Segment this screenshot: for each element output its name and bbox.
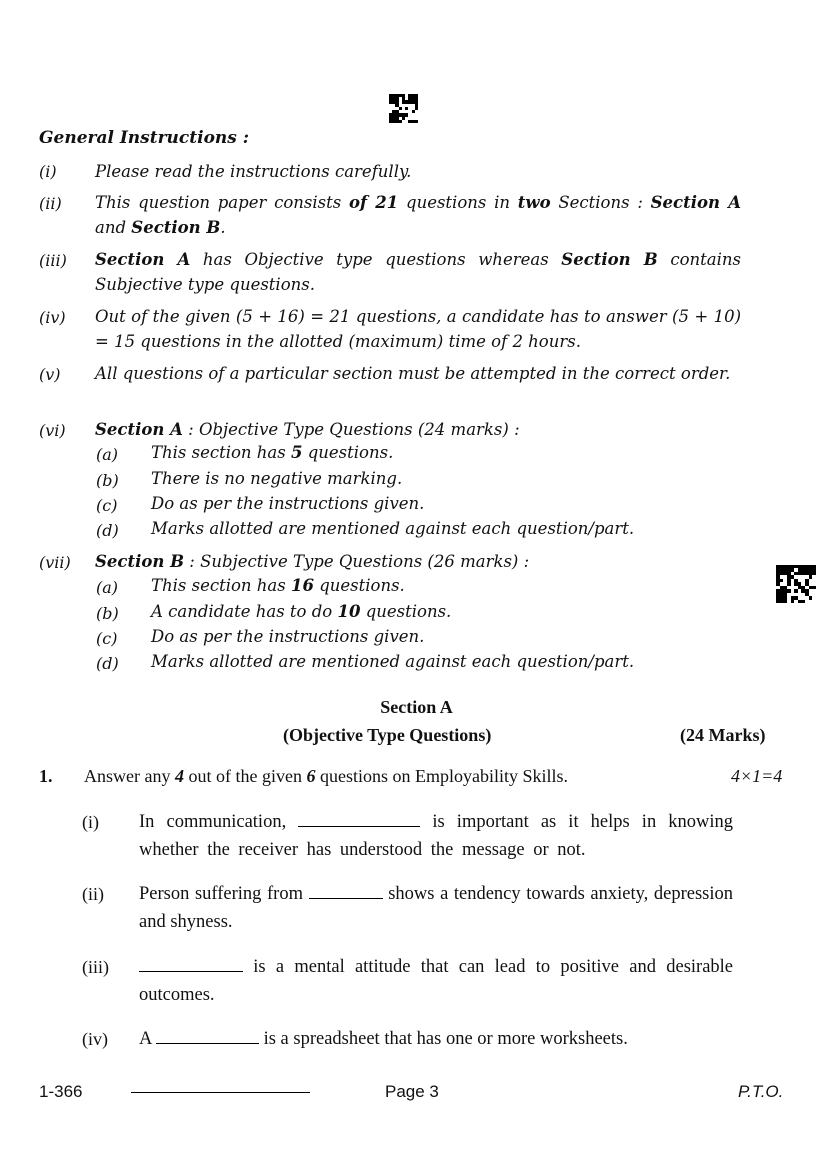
- instruction-number: (vii): [39, 553, 71, 572]
- pto-label: P.T.O.: [738, 1082, 784, 1101]
- answer-blank[interactable]: [309, 884, 383, 899]
- instruction-number: (vi): [39, 421, 66, 440]
- sub-question-label: (i): [82, 812, 99, 832]
- sub-question-label: (iii): [82, 957, 109, 977]
- sub-item-text: Do as per the instructions given.: [151, 494, 425, 513]
- sub-question-text: A is a spreadsheet that has one or more worksheets.: [139, 1029, 628, 1049]
- instruction-number: (iii): [39, 251, 67, 270]
- general-instructions-title: General Instructions :: [39, 128, 250, 148]
- sub-question-text: Person suffering from shows a tendency towards anxiety, depression and shyness.: [139, 884, 734, 932]
- paper-code: 1-366: [39, 1082, 83, 1101]
- answer-blank[interactable]: [298, 812, 420, 827]
- instruction-text: All questions of a particular section must be attempted in the correct order.: [95, 364, 731, 383]
- qr-code-top-icon: [389, 94, 418, 123]
- answer-blank[interactable]: [139, 957, 243, 972]
- sub-item-label: (d): [96, 654, 119, 673]
- section-marks: (24 Marks): [680, 725, 766, 745]
- sub-question-label: (ii): [82, 884, 104, 904]
- sub-item-text: There is no negative marking.: [151, 469, 403, 488]
- answer-blank[interactable]: [156, 1029, 259, 1044]
- instruction-number: (i): [39, 162, 57, 181]
- instruction-text: This question paper consists of 21 questions in two Sections : Section A and Section B.: [95, 193, 741, 237]
- instruction-text: Out of the given (5 + 16) = 21 questions, a candidate has to answer (5 + 10) = 15 questions in the allotted (maximum) time of 2 hours.: [95, 307, 741, 351]
- qr-code-side-icon: [776, 565, 816, 603]
- sub-item-label: (a): [96, 578, 119, 597]
- sub-item-text: This section has 5 questions.: [151, 443, 394, 462]
- instruction-text: Please read the instructions carefully.: [95, 162, 412, 181]
- instruction-number: (v): [39, 365, 61, 384]
- sub-item-label: (b): [96, 604, 119, 623]
- instruction-heading: Section A : Objective Type Questions (24 marks) :: [95, 420, 520, 439]
- sub-item-text: Do as per the instructions given.: [151, 627, 425, 646]
- sub-question-text: is a mental attitude that can lead to positive and desirable outcomes.: [139, 957, 734, 1005]
- sub-item-label: (b): [96, 471, 119, 490]
- footer-rule: [131, 1092, 310, 1093]
- instruction-heading: Section B : Subjective Type Questions (26 marks) :: [95, 552, 530, 571]
- instruction-number: (iv): [39, 308, 66, 327]
- sub-item-text: Marks allotted are mentioned against each question/part.: [151, 519, 635, 538]
- sub-item-text: Marks allotted are mentioned against each question/part.: [151, 652, 635, 671]
- page-number: Page 3: [385, 1082, 439, 1101]
- sub-question-label: (iv): [82, 1029, 108, 1049]
- instruction-number: (ii): [39, 194, 62, 213]
- sub-item-label: (a): [96, 445, 119, 464]
- sub-item-text: A candidate has to do 10 questions.: [151, 602, 452, 621]
- question-marks: 4×1=4: [731, 766, 783, 786]
- sub-question-text: In communication, is important as it helps in knowing whether the receiver has understood the message or not.: [139, 812, 734, 860]
- sub-item-text: This section has 16 questions.: [151, 576, 405, 595]
- sub-item-label: (c): [96, 629, 118, 648]
- section-title: Section A: [380, 697, 453, 717]
- sub-item-label: (d): [96, 521, 119, 540]
- question-text: Answer any 4 out of the given 6 questions on Employability Skills.: [84, 766, 568, 786]
- section-subtitle: (Objective Type Questions): [283, 725, 492, 745]
- sub-item-label: (c): [96, 496, 118, 515]
- question-number: 1.: [39, 766, 53, 786]
- instruction-text: Section A has Objective type questions whereas Section B contains Subjective type questions.: [95, 250, 742, 294]
